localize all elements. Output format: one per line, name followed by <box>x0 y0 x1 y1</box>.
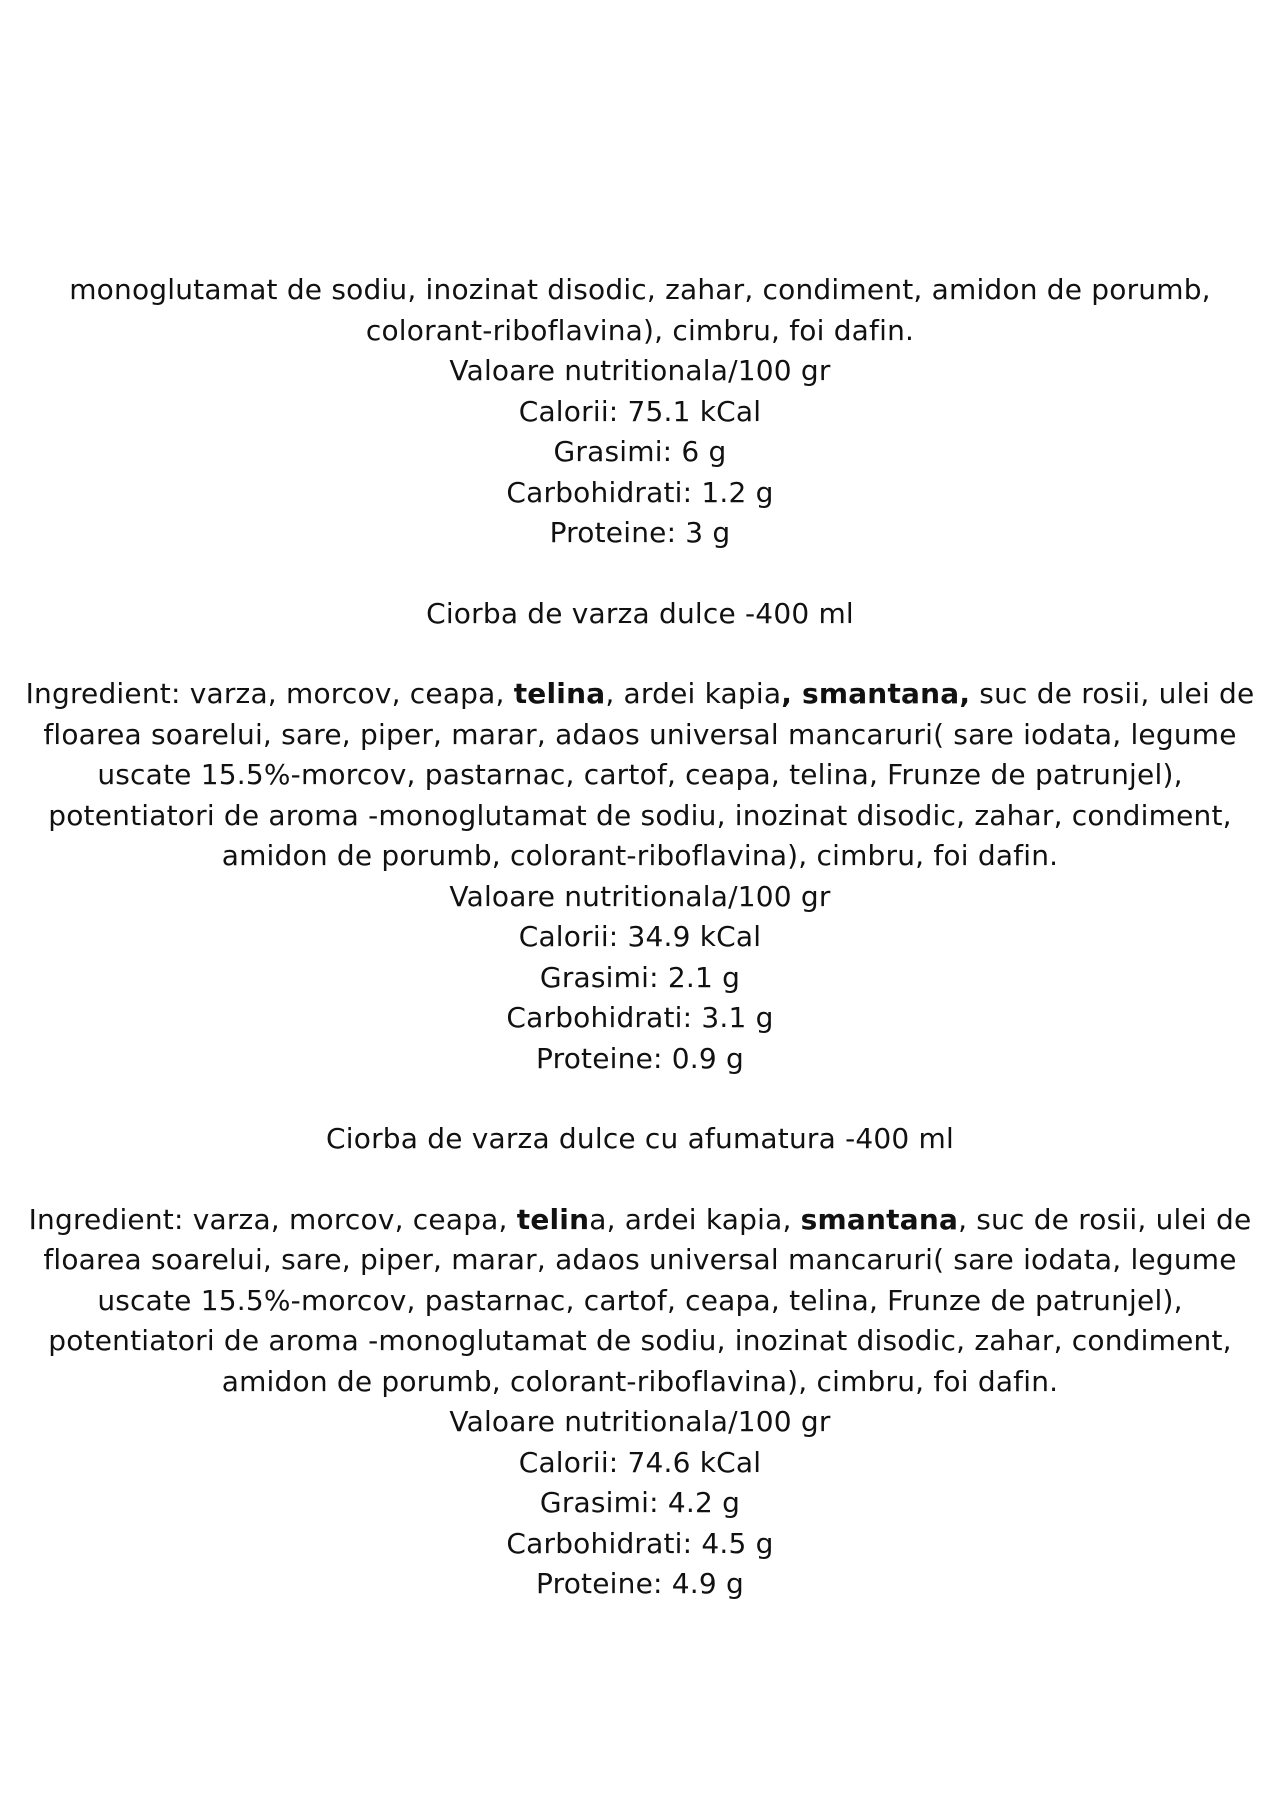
intro-ingredients-line-2: colorant-riboflavina), cimbru, foi dafin. <box>365 313 915 347</box>
ingredients-line-3: uscate 15.5%-morcov, pastarnac, cartof, ceapa, telina, Frunze de patrunjel), <box>97 1283 1183 1317</box>
ingredients-line-2: floarea soarelui, sare, piper, marar, adaos universal mancaruri( sare iodata, legume <box>43 717 1237 751</box>
ingredients-mid: , ardei kapia <box>605 677 782 710</box>
ingredients-line-4: potentiatori de aroma -monoglutamat de sodiu, inozinat disodic, zahar, condiment, <box>48 1324 1232 1357</box>
intro-nutrition-header: Valoare nutritionala/100 gr <box>449 354 831 387</box>
product-title: Ciorba de varza dulce cu afumatura -400 ml <box>326 1122 954 1155</box>
ingredients-suffix: , suc de rosii, ulei de <box>958 1202 1252 1236</box>
carbs: Carbohidrati: 3.1 g <box>506 1001 774 1034</box>
fat: Grasimi: 4.2 g <box>539 1486 741 1519</box>
product-title: Ciorba de varza dulce -400 ml <box>426 596 854 630</box>
allergen-telina: telin <box>516 1202 590 1236</box>
ingredients-line-5: amidon de porumb, colorant-riboflavina), cimbru, foi dafin. <box>221 1364 1059 1398</box>
calories: Calorii: 34.9 kCal <box>518 920 762 953</box>
ingredients-line-1 <box>0 1200 1280 1241</box>
ingredients-line-3: uscate 15.5%-morcov, pastarnac, cartof, ceapa, telina, Frunze de patrunjel), <box>97 758 1183 791</box>
ingredients-line-4: potentiatori de aroma -monoglutamat de sodiu, inozinat disodic, zahar, condiment, <box>48 798 1232 832</box>
intro-fat: Grasimi: 6 g <box>553 435 727 468</box>
ingredients-line-5: amidon de porumb, colorant-riboflavina), cimbru, foi dafin. <box>221 839 1059 872</box>
intro-calories: Calorii: 75.1 kCal <box>518 394 762 428</box>
nutrition-header: Valoare nutritionala/100 gr <box>449 879 831 913</box>
spacer <box>0 1079 1280 1119</box>
intro-ingredients-line-1: monoglutamat de sodiu, inozinat disodic, zahar, condiment, amidon de porumb, <box>69 273 1211 306</box>
fat: Grasimi: 2.1 g <box>539 960 741 994</box>
intro-protein: Proteine: 3 g <box>549 516 731 549</box>
carbs: Carbohidrati: 4.5 g <box>506 1526 774 1560</box>
intro-carbs: Carbohidrati: 1.2 g <box>506 475 774 509</box>
ingredients-prefix: Ingredient: varza, morcov, ceapa, <box>25 677 514 710</box>
ingredients-line-1 <box>0 674 1280 715</box>
spacer <box>0 1160 1280 1200</box>
spacer <box>0 554 1280 594</box>
ingredients-mid: a, ardei kapia, <box>589 1202 801 1236</box>
protein: Proteine: 4.9 g <box>536 1567 744 1600</box>
protein: Proteine: 0.9 g <box>536 1041 744 1075</box>
allergen-smantana: smantana <box>800 1202 959 1236</box>
document-body <box>0 270 1280 1605</box>
allergen-smantana: , smantana, <box>781 677 971 710</box>
ingredients-line-2: floarea soarelui, sare, piper, marar, adaos universal mancaruri( sare iodata, legume <box>43 1243 1237 1276</box>
calories: Calorii: 74.6 kCal <box>518 1445 762 1479</box>
allergen-telina: telina <box>513 677 606 710</box>
ingredients-suffix: suc de rosii, ulei de <box>970 677 1255 710</box>
nutrition-header: Valoare nutritionala/100 gr <box>449 1405 831 1438</box>
spacer <box>0 634 1280 674</box>
ingredients-prefix: Ingredient: varza, morcov, ceapa, <box>28 1202 517 1236</box>
